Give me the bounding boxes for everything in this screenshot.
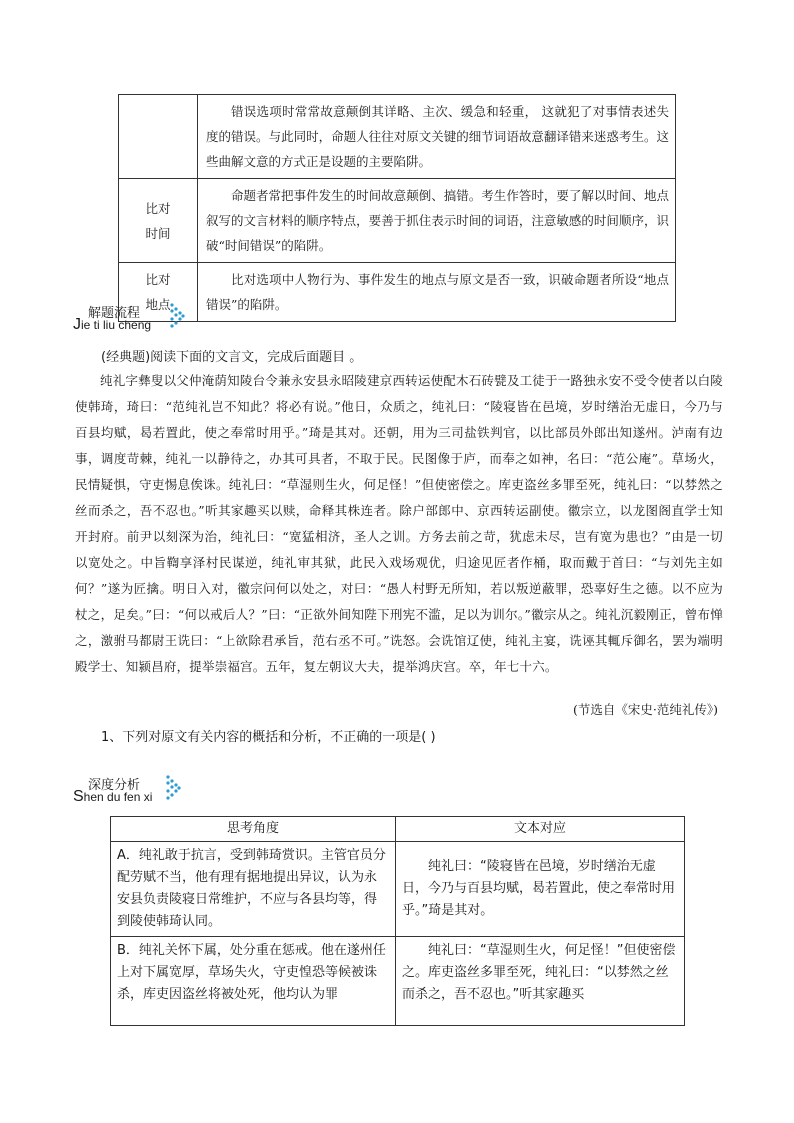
table-row [111, 842, 685, 937]
pinyin-rest: ie ti liu cheng [81, 318, 152, 332]
classical-passage: 纯礼字彝叟以父仲淹荫知陵台令兼永安县永昭陵建京西转运使配木石砖甓及工徒于一路独永安不受令使者以白陵使韩琦，琦曰：“范纯礼岂不知此？将必有说。”他日，众质之，纯礼曰：“陵寝皆在邑境，岁时缮治无虚日，今乃与百县均赋，曷若置此，使之奉常时用乎。”琦是其对。还朝，用为三司盐铁判官，以比部员外郎出知遂州。泸南有边事，调度苛棘，纯礼一以静待之，办其可具者，不取于民。民图像于庐，而奉之如神，名曰：“范公庵”。草场火，民情疑惧，守吏惕息俟诛。纯礼曰：“草湿则生火，何足怪！”但使密偿之。库吏盗丝多罪至死，纯礼曰：“以棼然之丝而杀之，吾不忍也。”听其家趣买以赎，命释其株连者。除户部郎中、京西转运副使。徽宗立，以龙图阁直学士知开封府。前尹以刻深为治，纯礼曰：“宽猛相济，圣人之训。方务去前之苛，犹虑未尽，岂有宽为患也？”由是一切以宽处之。中旨鞫享泽村民谋逆，纯礼审其狱，此民入戏场观优，归途见匠者作桶，取而戴于首曰：“与刘先主如何？”遂为匠擒。明日入对，徽宗问何以处之，对曰：“愚人村野无所知，若以叛逆蔽罪，恐辜好生之德。以不应为杖之，足矣。”曰：“何以戒后人？”曰：“正欲外间知陛下刑宪不滥，足以为训尔。”徽宗从之。纯礼沉毅刚正，曾布惮之，激驸马都尉王诜曰：“上欲除君承旨，范右丞不可。”诜怒。会诜馆辽使，纯礼主宴，诜诬其輒斥御名，罢为端明殿学士、知颍昌府，提举崇福宫。五年，复左朝议大夫，提举鸿庆宫。卒，年七十六。 [75, 373, 723, 674]
pinyin-rest: hen du fen xi [83, 790, 153, 804]
table-row [111, 937, 685, 1026]
pinyin-initial: J [73, 316, 81, 333]
option-cell: A．纯礼敢于抗言，受到韩琦赏识。主管官员分配劳赋不当，他有理有据地提出异议，认为永安县负责陵寝日常维护，不应与各县均等，得到陵使韩琦认同。 [111, 842, 396, 937]
row-label-line: 时间 [145, 225, 171, 241]
row-label-line: 比对 [145, 272, 171, 287]
option-cell [111, 937, 396, 1026]
row-label-line: 比对 [145, 200, 171, 216]
question-1: 1、下列对原文有关内容的概括和分析，不正确的一项是( ) [101, 730, 436, 745]
row-text: 错误选项时常常故意颠倒其详略、主次、缓急和轻重， 这就犯了对事情表述失度的错误。与此同时，命题人往往对原文关键的细节词语故意翻译错来迷惑考生。这些曲解文意的方式正是设题的主要陷阱。 [198, 95, 676, 179]
row-label [119, 95, 198, 179]
table-row [119, 95, 676, 179]
text-cell [396, 937, 685, 1026]
option-cell-text: B．纯礼关怀下属，处分重在惩戒。他在遂州任上对下属宽厚，草场失火，守吏惶恐等候被诛杀，库吏因盗丝将被处死，他均认为罪 [117, 943, 386, 1002]
section-heading-shendu [73, 774, 273, 810]
reading-instruction: (经典题)阅读下面的文言文，完成后面题目 。 [101, 350, 363, 365]
pinyin-initial: S [73, 788, 84, 805]
text-cell: 纯礼曰：“陵寝皆在邑境，岁时缮治无虚日，今乃与百县均赋，曷若置此，使之奉常时用乎。”琦是其对。 [396, 842, 685, 937]
table-header-row [111, 817, 685, 842]
column-header: 文本对应 [396, 817, 685, 842]
column-header: 思考角度 [111, 817, 396, 842]
section-title: 深度分析 [88, 778, 141, 793]
analysis-table [110, 816, 685, 1026]
passage-source: (节选自《宋史·范纯礼传》) [573, 702, 718, 717]
section-pinyin [73, 788, 152, 806]
section-title: 解题流程 [88, 306, 141, 321]
row-text: 比对选项中人物行为、事件发生的地点与原文是否一致，识破命题者所设“地点错误”的陷阱。 [198, 263, 676, 322]
comparison-table [118, 94, 676, 322]
chevron-dots-icon [169, 302, 185, 328]
section-heading-jieti [73, 302, 273, 338]
row-text: 命题者常把事件发生的时间故意颠倒、搞错。考生作答时，要了解以时间、地点叙写的文言材料的顺序特点，要善于抓住表示时间的词语，注意敏感的时间顺序，识破“时间错误”的陷阱。 [198, 179, 676, 263]
text-cell-text: 纯礼曰：“草湿则生火，何足怪！”但使密偿之。库吏盗丝多罪至死，纯礼曰：“以棼然之丝而杀之，吾不忍也。”听其家趣买 [402, 943, 676, 1002]
row-label-line: 地点 [145, 297, 171, 312]
chevron-dots-icon [165, 774, 181, 800]
section-pinyin [73, 316, 151, 334]
row-label [119, 179, 198, 263]
table-row [119, 179, 676, 263]
